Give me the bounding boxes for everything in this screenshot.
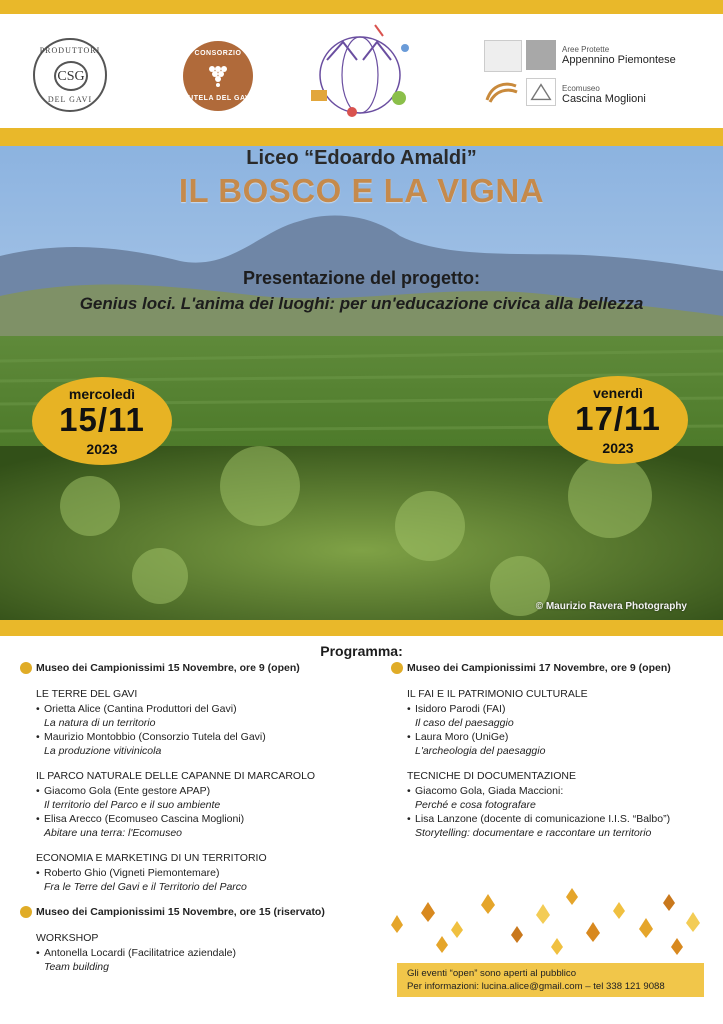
project-subtitle: Genius loci. L'anima dei luoghi: per un'educazione civica alla bellezza [79,294,644,313]
speaker: • Isidoro Parodi (FAI) [407,702,711,716]
speaker: • Giacomo Gola (Ente gestore APAP) [36,784,390,798]
badge-left-date: 15/11 [59,401,145,438]
section-title: IL PARCO NATURALE DELLE CAPANNE DI MARCAROLO [36,770,316,782]
speaker: • Elisa Arecco (Ecomuseo Cascina Moglioni) [36,812,390,826]
section-title: WORKSHOP [36,932,99,944]
badge-left-day: mercoledì [68,386,136,402]
talk-title: Il caso del paesaggio [415,717,514,729]
program-left-column [20,662,390,986]
cascina-moglioni-label: Cascina Moglioni [562,93,646,105]
school-name: Liceo “Edoardo Amaldi” [246,147,477,169]
talk-title: Storytelling: documentare e raccontare un territorio [415,827,652,839]
bullet-dot-icon [20,906,32,918]
section-title: TECNICHE DI DOCUMENTAZIONE [407,770,576,782]
badge-right-day: venerdì [593,385,643,401]
session-label: Museo dei Campionissimi 15 Novembre, ore 15 (riservato) [36,906,325,918]
top-yellow-bar [0,0,723,14]
hand-swirl-icon [484,78,520,106]
csg-monogram: CSG [54,61,88,91]
badge-right-year: 2023 [602,440,634,456]
talk-title: L'archeologia del paesaggio [415,745,546,757]
talk-title: Perché e cosa fotografare [415,799,536,811]
session-label: Museo dei Campionissimi 17 Novembre, ore 9 (open) [407,662,671,674]
csg-ring-top: PRODUTTORI [39,46,101,55]
speaker: • Giacomo Gola, Giada Maccioni: [407,784,711,798]
program-section [36,770,390,840]
bullet-dot-icon [20,662,32,674]
info-line-open-events: Gli eventi “open” sono aperti al pubblico [407,968,577,979]
speaker: • Lisa Lanzone (docente di comunicazione I.I.S. “Balbo”) [407,812,711,826]
session-label: Museo dei Campionissimi 15 Novembre, ore 9 (open) [36,662,300,674]
session-header [20,906,390,918]
consorzio-ring-bottom: TUTELA DEL GAVI [183,95,253,102]
program-section [36,688,390,758]
info-box [397,963,704,997]
aree-protette-logo [526,40,556,70]
date-badge-left [32,377,172,465]
produttori-gavi-logo [33,38,107,112]
program-title: Programma: [320,643,403,659]
section-title: IL FAI E IL PATRIMONIO CULTURALE [407,688,588,700]
appennino-piemontese-label: Appennino Piemontese [562,54,676,66]
presentation-heading: Presentazione del progetto: [242,268,481,288]
date-badge-right [548,376,688,464]
ecomuseo-label: Ecomuseo [562,84,600,93]
regione-piemonte-logo [484,40,522,72]
section-title: ECONOMIA E MARKETING DI UN TERRITORIO [36,852,267,864]
program-section [407,770,711,840]
talk-title: Abitare una terra: l'Ecomuseo [44,827,182,839]
partners-logo-group [484,38,704,114]
grape-icon [204,61,232,89]
bullet-dot-icon [391,662,403,674]
mid-yellow-bar [0,128,723,146]
badge-left-year: 2023 [86,441,118,457]
session-header [391,662,711,674]
info-line-contacts: Per informazioni: lucina.alice@gmail.com – tel 338 121 9088 [407,981,665,992]
program-section [407,688,711,758]
event-title: IL BOSCO E LA VIGNA [178,172,545,209]
section-title: LE TERRE DEL GAVI [36,688,138,700]
consorzio-gavi-logo [183,41,253,111]
session-header [20,662,390,674]
csg-ring-bottom: DEL GAVI [47,95,93,104]
speaker: • Antonella Locardi (Facilitatrice aziendale) [36,946,390,960]
talk-title: La produzione vitivinicola [44,745,162,757]
program-section [36,852,390,894]
talk-title: La natura di un territorio [44,717,156,729]
badge-right-date: 17/11 [575,400,661,437]
speaker: • Orietta Alice (Cantina Produttori del Gavi) [36,702,390,716]
aree-protette-label: Aree Protette [562,45,610,54]
speaker: • Laura Moro (UniGe) [407,730,711,744]
speaker: • Maurizio Montobbio (Consorzio Tutela del Gavi) [36,730,390,744]
apap-globe-logo [305,20,415,125]
autumn-leaves-decoration [381,885,711,960]
talk-title: Il territorio del Parco e il suo ambiente [44,799,221,811]
program-section [36,932,390,974]
ecomuseo-house-icon [526,78,556,106]
talk-title: Team building [44,961,109,973]
talk-title: Fra le Terre del Gavi e il Territorio del Parco [44,881,247,893]
bottom-yellow-bar [0,620,723,636]
program-right-column [391,662,711,852]
speaker: • Roberto Ghio (Vigneti Piemontemare) [36,866,390,880]
photo-credit: © Maurizio Ravera Photography [535,601,687,612]
consorzio-ring-top: CONSORZIO [194,50,242,57]
